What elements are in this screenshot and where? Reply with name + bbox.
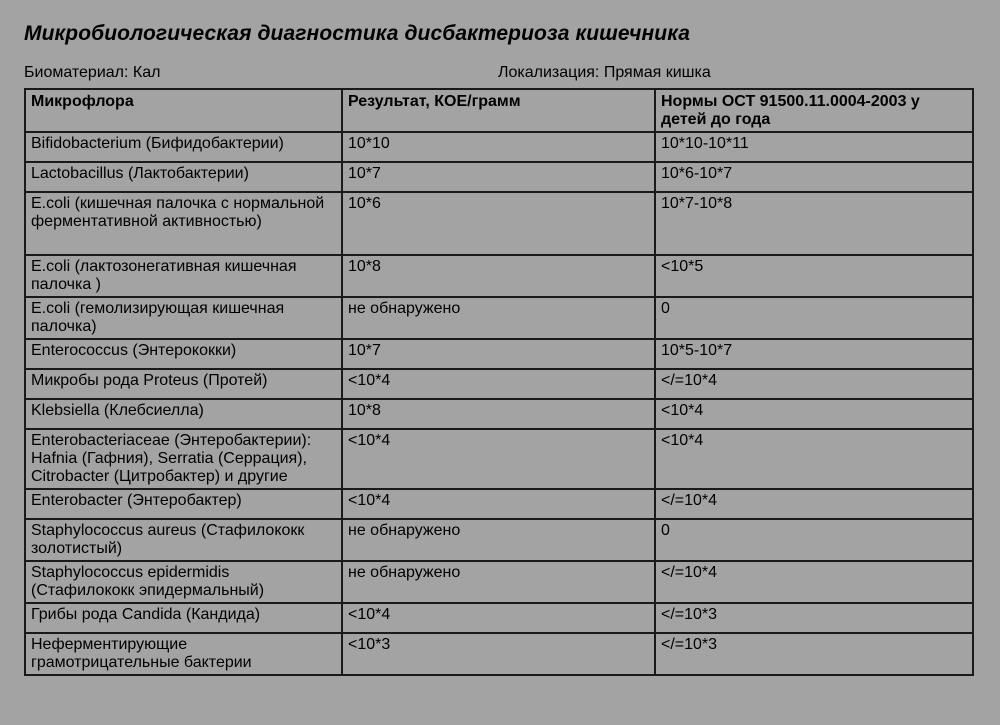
result-cell: <10*4	[342, 603, 655, 633]
document-title: Микробиологическая диагностика дисбактериоза кишечника	[24, 22, 690, 45]
table-header-row	[25, 89, 973, 132]
microflora-cell: Staphylococcus epidermidis (Стафилококк эпидермальный)	[25, 561, 342, 603]
table-row	[25, 519, 973, 561]
result-cell: 10*8	[342, 399, 655, 429]
table-row	[25, 369, 973, 399]
norm-cell: </=10*3	[655, 633, 973, 675]
microflora-cell: Enterobacteriaceae (Энтеробактерии): Hafnia (Гафния), Serratia (Серрация), Citrobacter (Цитробактер) и другие	[25, 429, 342, 489]
norm-cell: 0	[655, 297, 973, 339]
norm-cell: <10*5	[655, 255, 973, 297]
norm-cell: </=10*4	[655, 369, 973, 399]
microflora-cell: Микробы рода Proteus (Протей)	[25, 369, 342, 399]
microflora-cell: Неферментирующие грамотрицательные бактерии	[25, 633, 342, 675]
microflora-cell: E.coli (гемолизирующая кишечная палочка)	[25, 297, 342, 339]
microflora-cell: Enterococcus (Энтерококки)	[25, 339, 342, 369]
microflora-cell: Staphylococcus aureus (Стафилококк золотистый)	[25, 519, 342, 561]
result-cell: <10*4	[342, 369, 655, 399]
norm-cell: 10*6-10*7	[655, 162, 973, 192]
microflora-cell: Lactobacillus (Лактобактерии)	[25, 162, 342, 192]
table-row	[25, 489, 973, 519]
table-row	[25, 162, 973, 192]
result-cell: 10*7	[342, 162, 655, 192]
result-cell: <10*4	[342, 489, 655, 519]
norm-cell: 10*10-10*11	[655, 132, 973, 162]
microflora-cell: E.coli (лактозонегативная кишечная палочка )	[25, 255, 342, 297]
microflora-cell: E.coli (кишечная палочка с нормальной ферментативной активностью)	[25, 192, 342, 255]
result-cell: 10*10	[342, 132, 655, 162]
result-cell: 10*6	[342, 192, 655, 255]
norm-cell: </=10*4	[655, 561, 973, 603]
microflora-cell: Enterobacter (Энтеробактер)	[25, 489, 342, 519]
result-cell: 10*8	[342, 255, 655, 297]
microflora-table	[24, 88, 974, 676]
result-cell: не обнаружено	[342, 519, 655, 561]
norm-cell: <10*4	[655, 399, 973, 429]
table-row	[25, 429, 973, 489]
microflora-cell: Klebsiella (Клебсиелла)	[25, 399, 342, 429]
microflora-cell: Bifidobacterium (Бифидобактерии)	[25, 132, 342, 162]
table-row	[25, 399, 973, 429]
norm-cell: </=10*3	[655, 603, 973, 633]
microflora-cell: Грибы рода Candida (Кандида)	[25, 603, 342, 633]
norm-cell: <10*4	[655, 429, 973, 489]
biomaterial-label: Биоматериал: Кал	[24, 64, 161, 81]
header-result: Результат, КОЕ/грамм	[342, 89, 655, 132]
result-cell: 10*7	[342, 339, 655, 369]
localization-label: Локализация: Прямая кишка	[498, 64, 711, 81]
table-row	[25, 297, 973, 339]
norm-cell: 10*5-10*7	[655, 339, 973, 369]
norm-cell: </=10*4	[655, 489, 973, 519]
table-row	[25, 192, 973, 255]
result-cell: <10*3	[342, 633, 655, 675]
norm-cell: 10*7-10*8	[655, 192, 973, 255]
result-cell: не обнаружено	[342, 297, 655, 339]
table-row	[25, 603, 973, 633]
norm-cell: 0	[655, 519, 973, 561]
result-cell: <10*4	[342, 429, 655, 489]
result-cell: не обнаружено	[342, 561, 655, 603]
table-row	[25, 339, 973, 369]
header-microflora: Микрофлора	[25, 89, 342, 132]
table-row	[25, 255, 973, 297]
header-norm: Нормы ОСТ 91500.11.0004-2003 у детей до года	[655, 89, 973, 132]
table-row	[25, 561, 973, 603]
table-row	[25, 633, 973, 675]
table-row	[25, 132, 973, 162]
